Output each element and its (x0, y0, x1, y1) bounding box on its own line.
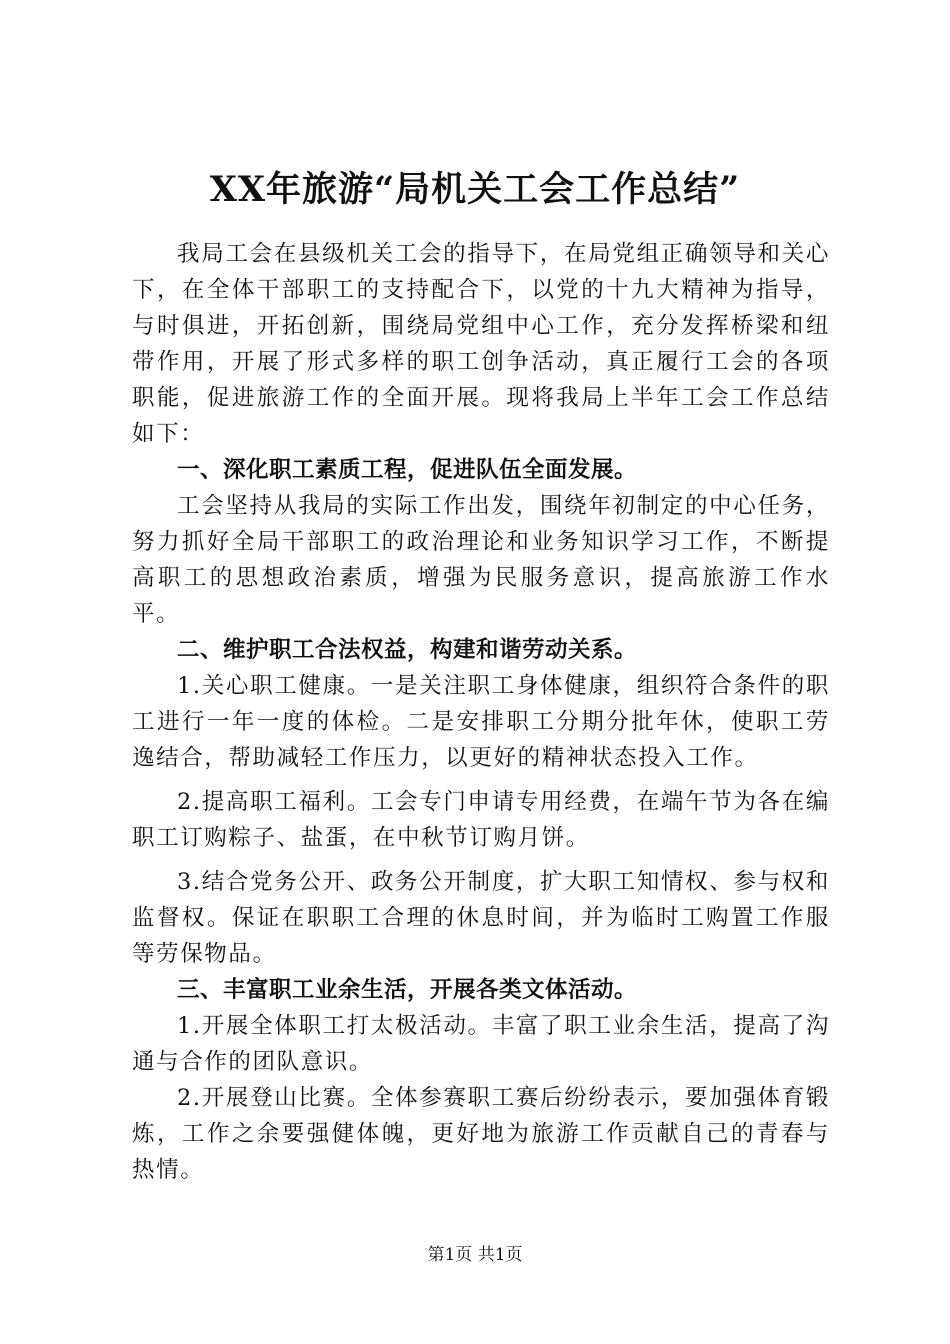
section-3 (132, 972, 830, 1188)
intro-paragraph: 我局工会在县级机关工会的指导下，在局党组正确领导和关心下，在全体干部职工的支持配合下，以党的十九大精神为指导，与时俱进，开拓创新，围绕局党组中心工作，充分发挥桥梁和纽带作用，开展了形式多样的职工创争活动，真正履行工会的各项职能，促进旅游工作的全面开展。现将我局上半年工会工作总结如下： (132, 241, 830, 447)
section-paragraph: 1.关心职工健康。一是关注职工身体健康，组织符合条件的职工进行一年一度的体检。二是安排职工分期分批年休，使职工劳逸结合，帮助减轻工作压力，以更好的精神状态投入工作。 (132, 673, 830, 771)
section-heading: 三、丰富职工业余生活，开展各类文体活动。 (177, 977, 638, 1003)
section-2 (132, 632, 830, 972)
section-heading: 一、深化职工素质工程，促进队伍全面发展。 (177, 457, 638, 483)
page-number-footer: 第1页 共1页 (427, 1245, 523, 1265)
section-1 (132, 452, 830, 632)
section-paragraph: 2.提高职工福利。工会专门申请专用经费，在端午节为各在编职工订购粽子、盐蛋，在中秋节订购月饼。 (132, 789, 830, 851)
section-paragraph: 工会坚持从我局的实际工作出发，围绕年初制定的中心任务，努力抓好全局干部职工的政治理论和业务知识学习工作，不断提高职工的思想政治素质，增强为民服务意识，提高旅游工作水平。 (132, 493, 830, 627)
section-paragraph: 1.开展全体职工打太极活动。丰富了职工业余生活，提高了沟通与合作的团队意识。 (132, 1013, 830, 1075)
section-heading: 二、维护职工合法权益，构建和谐劳动关系。 (177, 637, 638, 663)
section-paragraph: 2.开展登山比赛。全体参赛职工赛后纷纷表示，要加强体育锻炼，工作之余要强健体魄，更好地为旅游工作贡献自己的青春与热情。 (132, 1085, 830, 1183)
document-title: XX年旅游“局机关工会工作总结” (209, 169, 741, 210)
document-body (132, 236, 830, 1188)
section-paragraph: 3.结合党务公开、政务公开制度，扩大职工知情权、参与权和监督权。保证在职职工合理的休息时间，并为临时工购置工作服等劳保物品。 (132, 869, 830, 967)
